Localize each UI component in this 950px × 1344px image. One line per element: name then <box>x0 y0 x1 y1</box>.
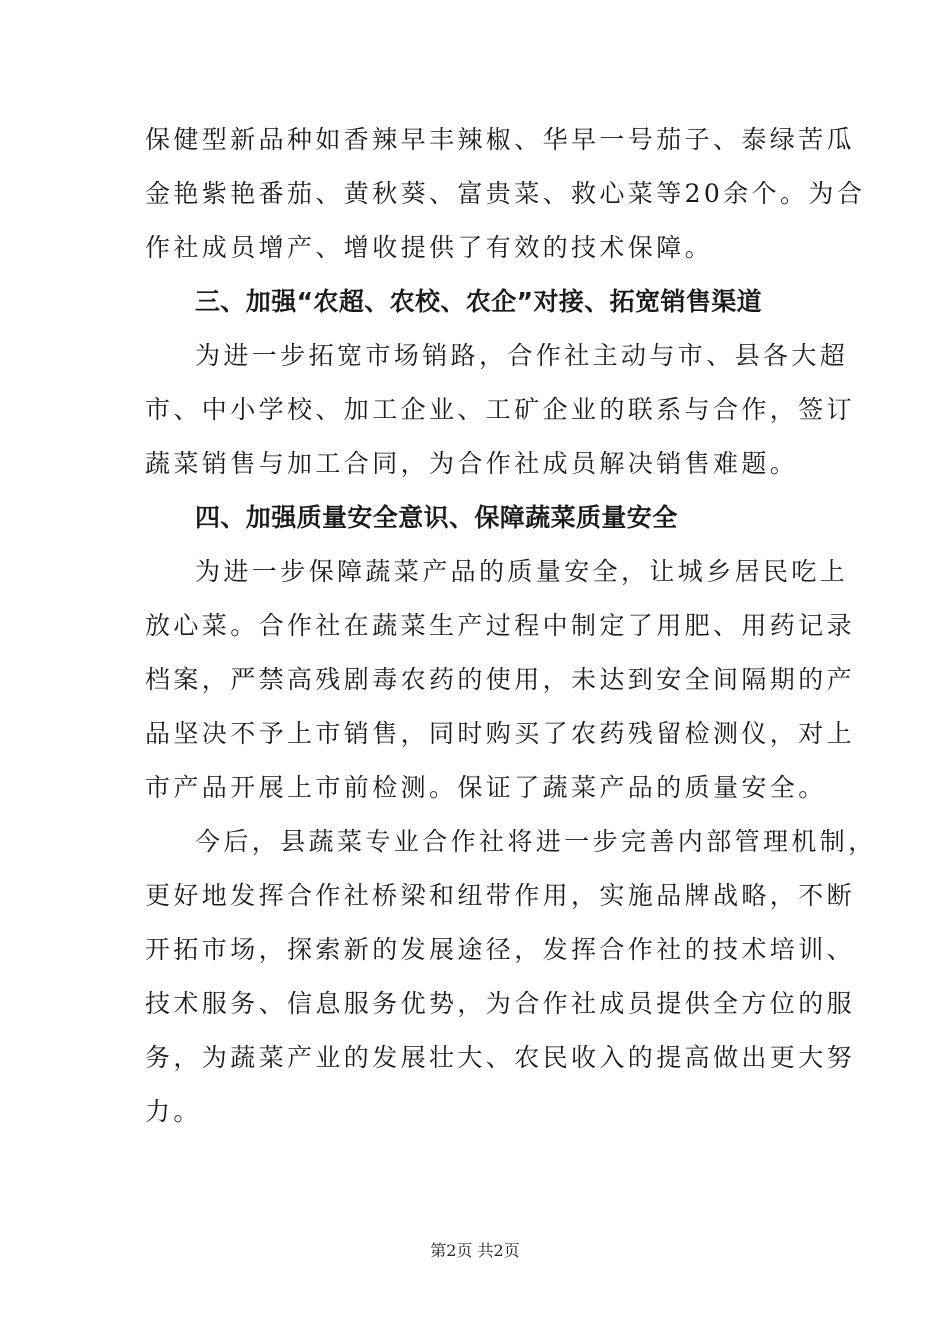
paragraph-line: 力。 <box>145 1097 202 1126</box>
paragraph-line: 档案，严禁高残剧毒农药的使用，未达到安全间隔期的产 <box>145 665 856 694</box>
paragraph-line: 为进一步保障蔬菜产品的质量安全，让城乡居民吃上 <box>195 557 849 586</box>
section-heading-4: 四、加强质量安全意识、保障蔬菜质量安全 <box>195 503 678 532</box>
page-number-footer: 第2页 共2页 <box>430 1241 520 1260</box>
paragraph-line: 为进一步拓宽市场销路，合作社主动与市、县各大超 <box>195 341 849 370</box>
paragraph-line: 市、中小学校、加工企业、工矿企业的联系与合作，签订 <box>145 395 856 424</box>
section-heading-3: 三、加强“农超、农校、农企”对接、拓宽销售渠道 <box>195 287 763 316</box>
paragraph-line: 更好地发挥合作社桥梁和纽带作用，实施品牌战略，不断 <box>145 881 856 910</box>
paragraph-line: 金艳紫艳番茄、黄秋葵、富贵菜、救心菜等20余个。为合 <box>145 179 866 208</box>
paragraph-line: 技术服务、信息服务优势，为合作社成员提供全方位的服 <box>145 989 856 1018</box>
paragraph-line: 务，为蔬菜产业的发展壮大、农民收入的提高做出更大努 <box>145 1043 856 1072</box>
paragraph-line: 品坚决不予上市销售，同时购买了农药残留检测仪，对上 <box>145 719 856 748</box>
paragraph-line: 作社成员增产、增收提供了有效的技术保障。 <box>145 233 714 262</box>
paragraph-line: 市产品开展上市前检测。保证了蔬菜产品的质量安全。 <box>145 773 827 802</box>
paragraph-line: 保健型新品种如香辣早丰辣椒、华早一号茄子、泰绿苦瓜 <box>145 125 856 154</box>
paragraph-line: 今后，县蔬菜专业合作社将进一步完善内部管理机制， <box>195 827 877 856</box>
paragraph-line: 放心菜。合作社在蔬菜生产过程中制定了用肥、用药记录 <box>145 611 856 640</box>
paragraph-line: 开拓市场，探索新的发展途径，发挥合作社的技术培训、 <box>145 935 856 964</box>
paragraph-line: 蔬菜销售与加工合同，为合作社成员解决销售难题。 <box>145 449 799 478</box>
